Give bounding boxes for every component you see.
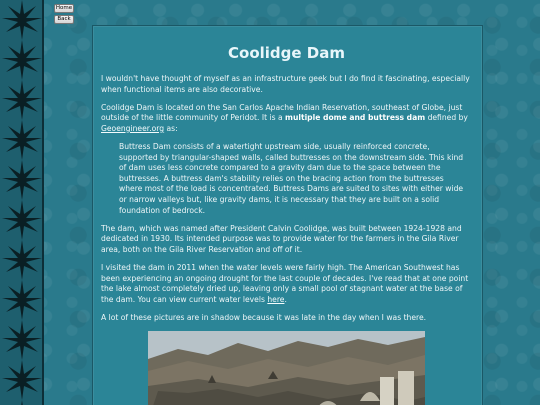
history-paragraph: The dam, which was named after President Calvin Coolidge, was built between 1924-1928 and dedicated in 1930. Its intended purpose was to provide water for the farmers in the Gila River area, both on the Gila River Reservation and off of it. <box>101 223 462 254</box>
buttress-dam-quote: Buttress Dam consists of a watertight upstream side, usually reinforced concrete, supported by triangular-shaped walls, called buttresses on the downstream side. This kind of dam uses less concrete compared to a gravity dam due to the space between the buttresses. A buttress dam's stability relies on the bracing action from the buttresses where most of the load is concentrated. Buttress Dams are suited to sites with either wide or narrow valleys but, like gravity dams, it is necessary that they are built on a solid foundation of bedrock. <box>119 141 464 215</box>
location-text-2: defined by <box>425 113 468 123</box>
home-button[interactable]: Home <box>55 5 73 11</box>
page-title: Coolidge Dam <box>228 44 345 62</box>
decorative-side-strip <box>0 0 44 405</box>
back-button[interactable]: Back <box>54 15 74 24</box>
dam-photo-icon <box>148 331 425 405</box>
palm-frond-pattern-icon <box>0 0 44 405</box>
visit-end: . <box>284 294 287 304</box>
dam-photo[interactable] <box>148 331 425 405</box>
visit-text: I visited the dam in 2011 when the water levels were fairly high. The American Southwest has been experiencing an ongoing drought for the last couple of decades. I've read that at one point the lake almost completely dried up, leaving only a small pool of stagnant water at the base of the dam. You can view current water levels <box>101 262 469 304</box>
dam-type-bold: multiple dome and buttress dam <box>285 113 426 123</box>
water-levels-link[interactable]: here <box>267 294 285 304</box>
location-paragraph <box>101 103 472 135</box>
geoengineer-link[interactable]: Geoengineer.org <box>101 123 165 133</box>
content-panel <box>92 25 483 405</box>
intro-paragraph: I wouldn't have thought of myself as an infrastructure geek but I do find it fascinating, especially when functional items are also decorative. <box>101 74 470 94</box>
location-text-3: as: <box>164 123 178 133</box>
shadow-note-paragraph: A lot of these pictures are in shadow because it was late in the day when I was there. <box>101 312 427 322</box>
location-text-1: Coolidge Dam is located on the San Carlos Apache Indian Reservation, southeast of Globe, just outside of the little community of Peridot. It is a <box>101 102 463 123</box>
nav-buttons <box>54 4 76 26</box>
visit-paragraph <box>101 263 472 305</box>
